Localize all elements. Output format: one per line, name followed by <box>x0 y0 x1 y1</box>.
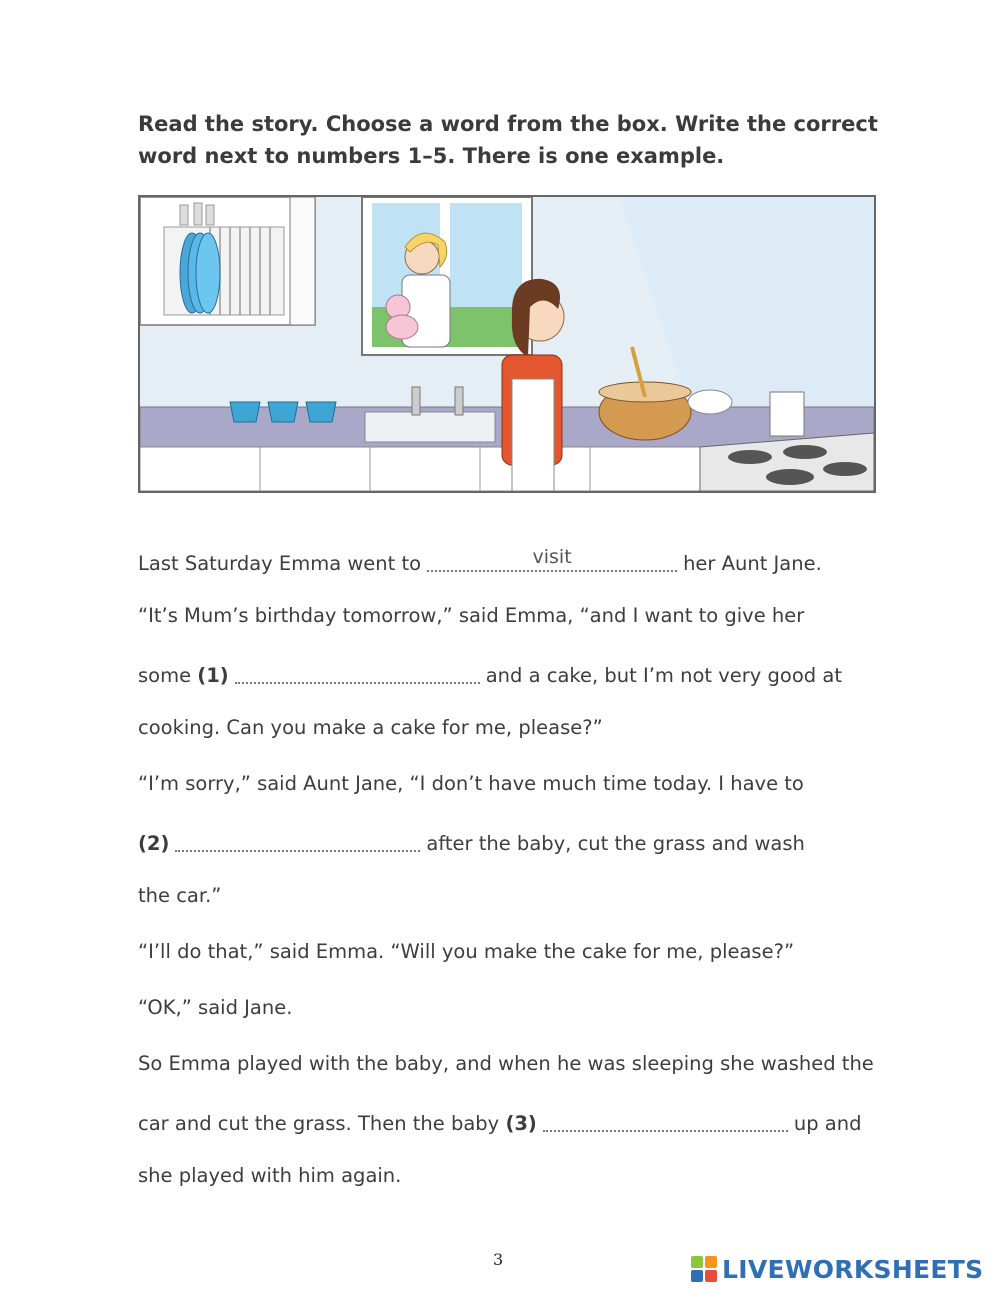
story-text-segment: up and <box>793 1112 862 1135</box>
example-answer: visit <box>532 546 572 568</box>
answer-blank-1[interactable] <box>235 660 480 684</box>
question-number-1: (1) <box>197 664 229 687</box>
story-text-segment: car and cut the grass. Then the baby <box>138 1112 500 1135</box>
question-number-2: (2) <box>138 832 170 855</box>
story-line-3 <box>138 660 842 687</box>
story-line-4: cooking. Can you make a cake for me, please?” <box>138 716 603 739</box>
story-text-segment: after the baby, cut the grass and wash <box>426 832 805 855</box>
story-line-1 <box>138 548 822 575</box>
story-line-8: “I’ll do that,” said Emma. “Will you make the cake for me, please?” <box>138 940 795 963</box>
logo-text: LIVEWORKSHEETS <box>722 1254 984 1284</box>
story-line-9: “OK,” said Jane. <box>138 996 293 1019</box>
story-line-12: she played with him again. <box>138 1164 402 1187</box>
story-line-2: “It’s Mum’s birthday tomorrow,” said Emma, “and I want to give her <box>138 604 805 627</box>
story-line-10: So Emma played with the baby, and when he was sleeping she washed the <box>138 1052 874 1075</box>
instructions-line-1: Read the story. Choose a word from the box. Write the correct <box>138 112 878 136</box>
instructions <box>138 108 878 172</box>
story-line-5: “I’m sorry,” said Aunt Jane, “I don’t have much time today. I have to <box>138 772 804 795</box>
story-line-7: the car.” <box>138 884 222 907</box>
story-line-11 <box>138 1108 861 1135</box>
answer-blank-3[interactable] <box>543 1108 788 1132</box>
liveworksheets-logo[interactable] <box>690 1254 983 1284</box>
question-number-3: (3) <box>505 1112 537 1135</box>
story-line-6 <box>138 828 805 855</box>
answer-blank-2[interactable] <box>175 828 420 852</box>
story-text-segment: her Aunt Jane. <box>683 552 822 575</box>
page-number: 3 <box>493 1250 504 1269</box>
story-text-segment: some <box>138 664 192 687</box>
story-text-segment: Last Saturday Emma went to <box>138 552 422 575</box>
kitchen-scene-icon <box>140 197 874 491</box>
example-answer-blank <box>427 548 677 572</box>
liveworksheets-logo-icon <box>690 1255 718 1283</box>
kitchen-illustration <box>138 195 876 493</box>
story-text-segment: and a cake, but I’m not very good at <box>485 664 842 687</box>
instructions-line-2: word next to numbers 1–5. There is one example. <box>138 144 725 168</box>
